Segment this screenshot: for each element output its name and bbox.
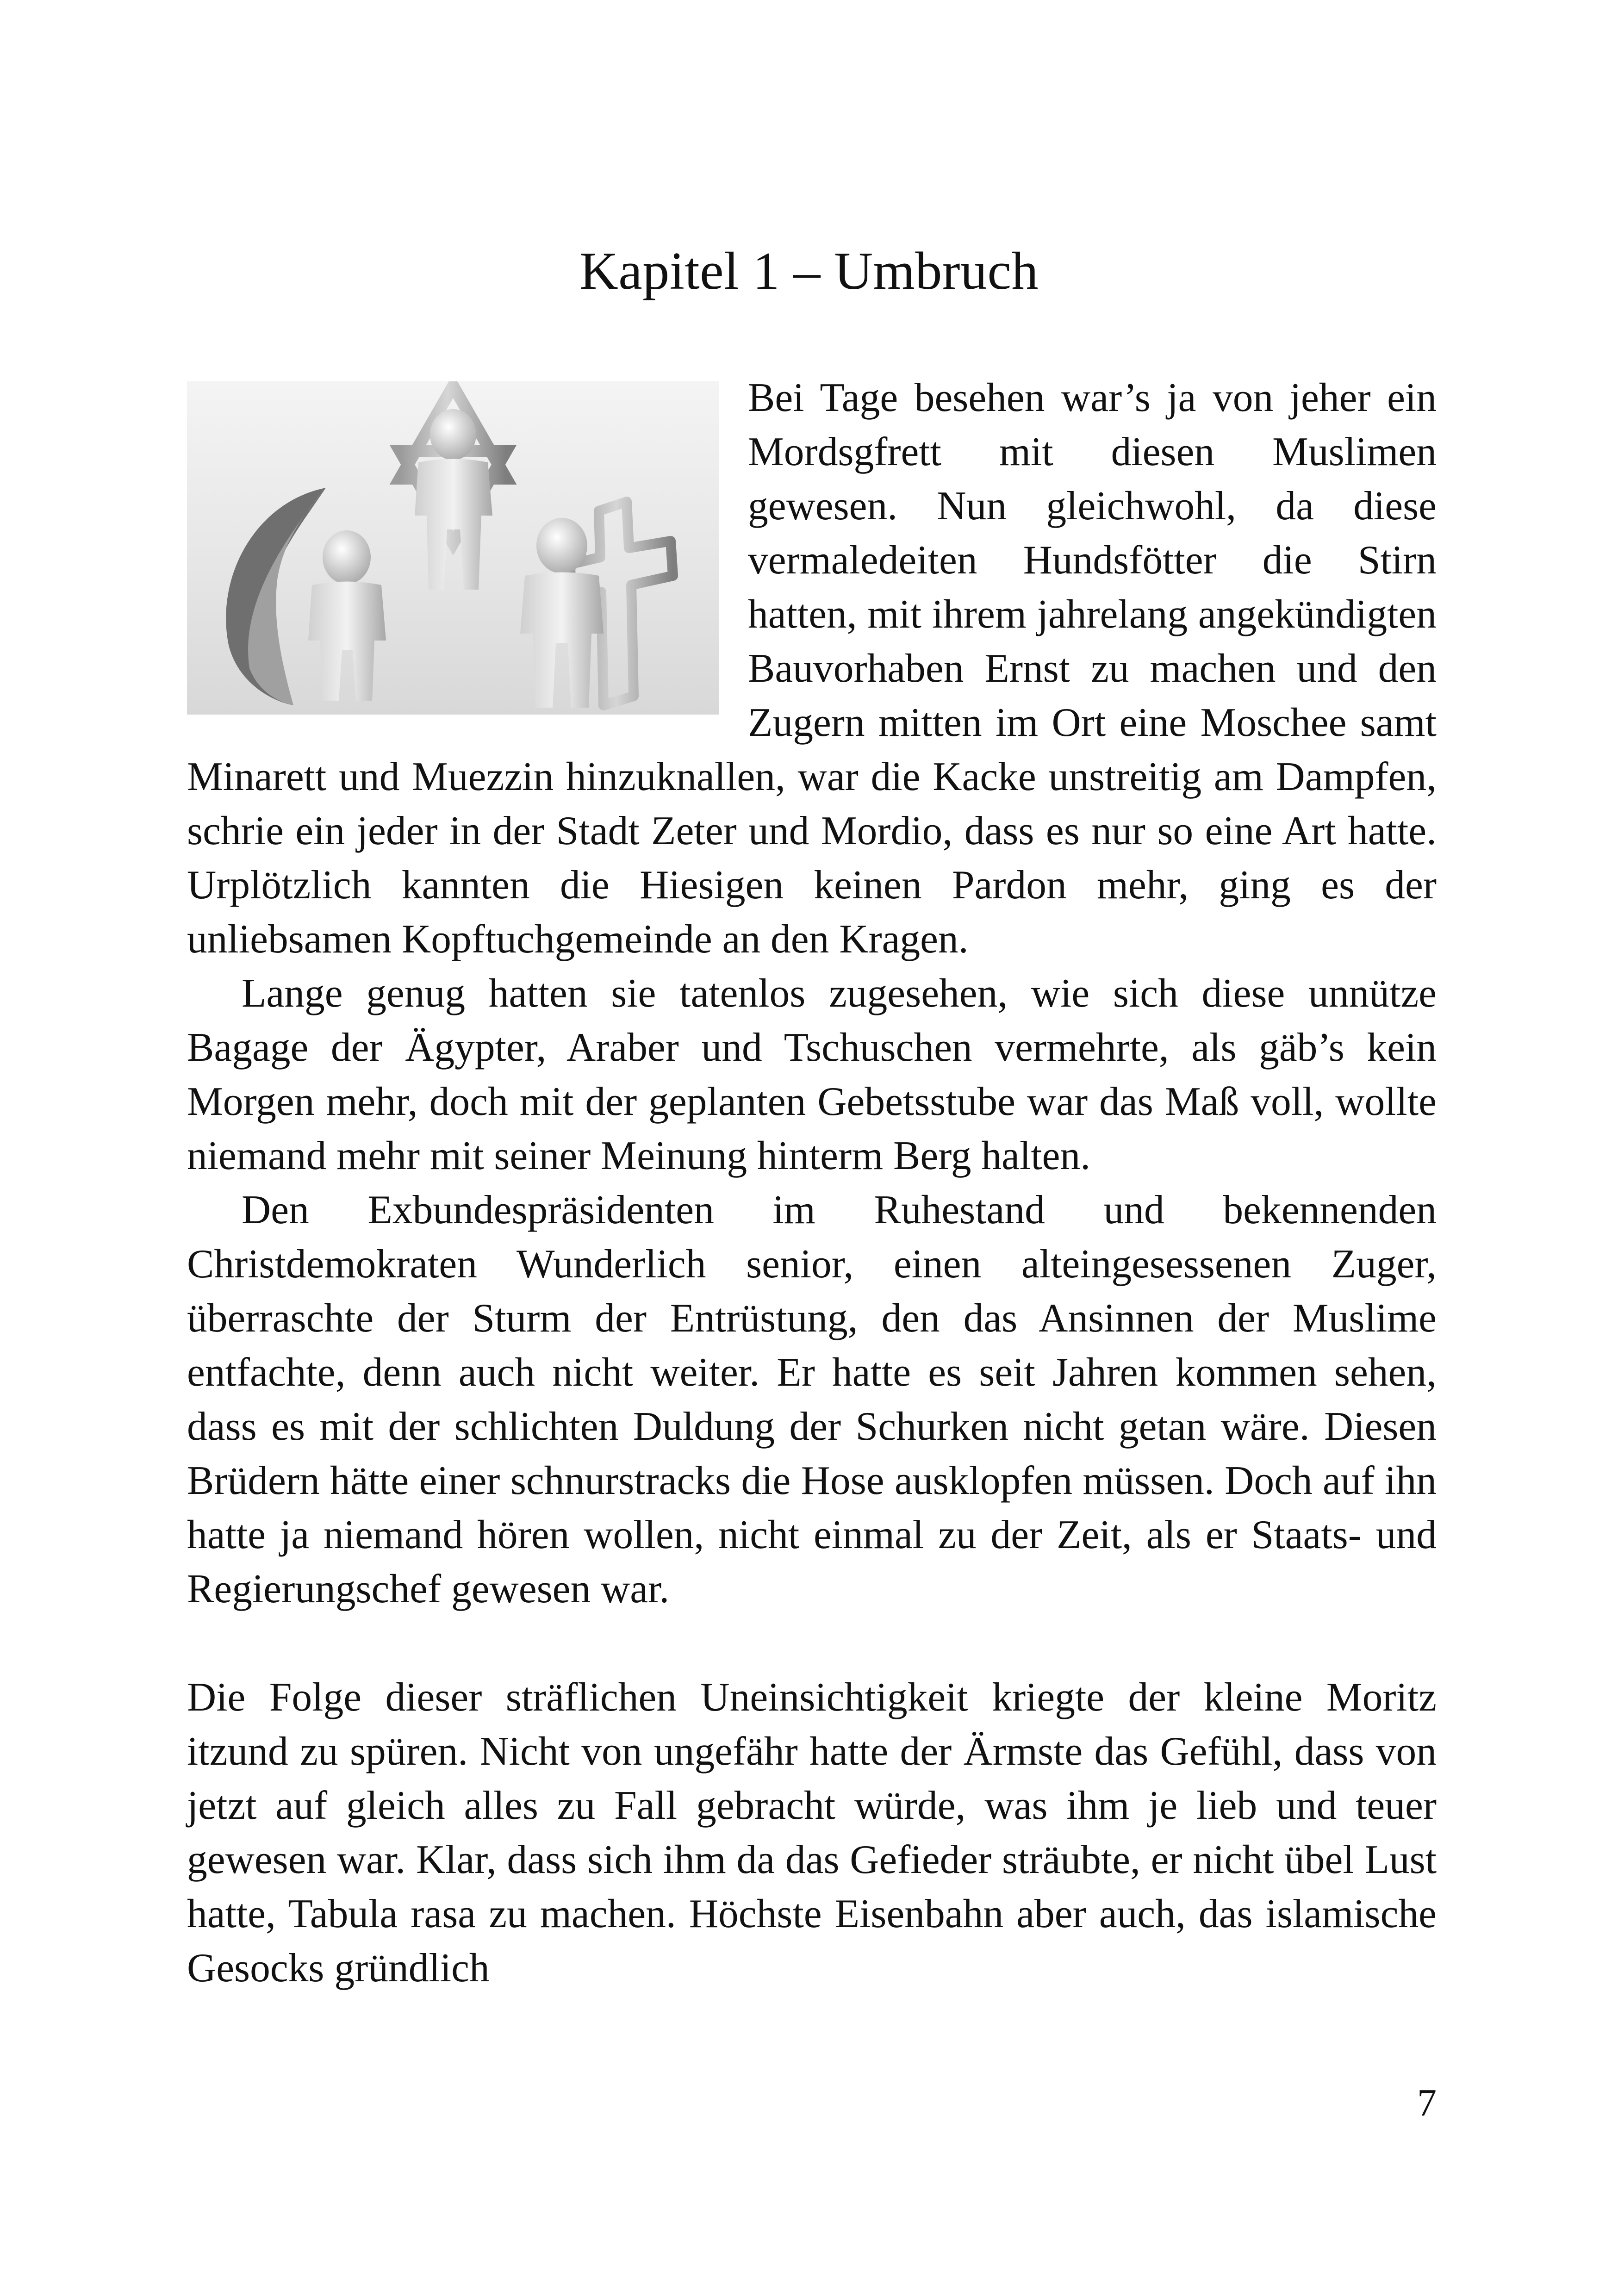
page-number: 7	[1417, 2081, 1437, 2124]
body-text	[187, 370, 1437, 1995]
chapter-title: Kapitel 1 – Umbruch	[579, 242, 1039, 301]
figure-person-icon	[308, 530, 386, 701]
figure-person-icon	[520, 518, 604, 708]
paragraph: Bei Tage besehen war’s ja von jeher ein Mordsgfrett mit diesen Muslimen gewesen. Nun gleichwohl, da diese vermaledeiten Hundsfötter die Stirn hatten, mit ihrem jahrelang angekündigten Bauvorhaben Ernst zu machen und den Zugern mitten im Ort eine Moschee samt Minarett und Muezzin hinzuknallen, war die Kacke unstreitig am Dampfen, schrie ein jeder in der Stadt Zeter und Mordio, dass es nur so eine Art hatte. Urplötzlich kannten die Hiesigen keinen Pardon mehr, ging es der unliebsamen Kopftuchgemeinde an den Kragen.	[187, 375, 1437, 961]
religions-illustration	[187, 381, 719, 715]
section-break	[187, 1616, 1437, 1670]
paragraph: Lange genug hatten sie tatenlos zugesehen, wie sich diese unnütze Bagage der Ägypter, Araber und Tschuschen vermehrte, als gäb’s kein Morgen mehr, doch mit der geplanten Gebetsstube war das Maß voll, wollte niemand mehr mit seiner Meinung hinterm Berg halten.	[187, 971, 1437, 1178]
crescent-icon	[226, 488, 326, 705]
paragraph: Den Exbundespräsidenten im Ruhestand und bekennenden Christdemokraten Wunderlich senior, einen alteingesessenen Zuger, überraschte der Sturm der Entrüstung, den das Ansinnen der Muslime entfachte, denn auch nicht weiter. Er hatte es seit Jahren kommen sehen, dass es mit der schlichten Duldung der Schurken nicht getan wäre. Diesen Brüdern hätte einer schnurstracks die Hose ausklopfen müssen. Doch auf ihn hatte ja niemand hören wollen, nicht einmal zu der Zeit, als er Staats- und Regierungschef gewesen war.	[187, 1187, 1437, 1611]
paragraph: Die Folge dieser sträflichen Uneinsichtigkeit kriegte der kleine Moritz itzund zu spüren. Nicht von ungefähr hatte der Ärmste das Gefühl, dass von jetzt auf gleich alles zu Fall gebracht würde, was ihm je lieb und teuer gewesen war. Klar, dass sich ihm da das Gefieder sträubte, er nicht übel Lust hatte, Tabula rasa zu machen. Höchste Eisenbahn aber auch, das islamische Gesocks gründlich	[187, 1674, 1437, 1990]
